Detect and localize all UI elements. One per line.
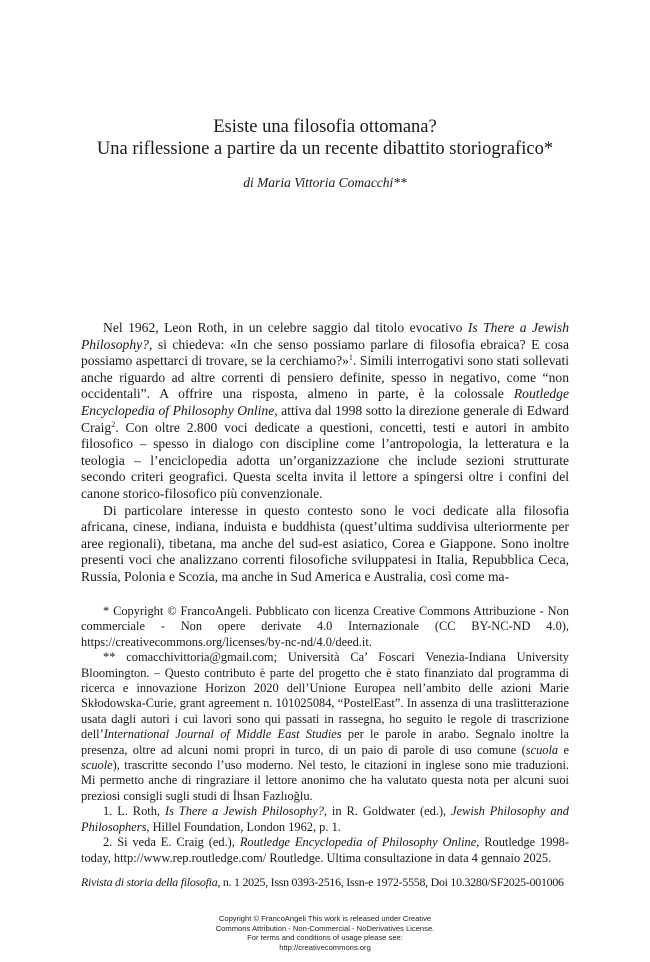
text-run: e — [558, 742, 569, 757]
text-run: , in R. Goldwater (ed.), — [323, 804, 452, 819]
footnote-double-star — [81, 650, 569, 804]
text-run: Nel 1962, Leon Roth, in un celebre saggio dal titolo evocativo — [103, 320, 468, 335]
footnote-star: * Copyright © FrancoAngeli. Pubblicato con licenza Creative Commons Attribuzione - Non commerciale - Non opere derivate 4.0 Internazionale (CC BY-NC-ND 4.0), https://creativecommons.org/licenses/by-nc-nd/4.0/deed.it. — [81, 604, 569, 649]
license-line-2: Commons Attribution - Non-Commercial - NoDerivatives License. — [215, 923, 435, 933]
italic-title: Routledge Encyclopedia of Philosophy Online — [239, 835, 477, 850]
text-run: , Hillel Foundation, London 1962, p. 1. — [146, 819, 341, 834]
italic-word: scuola — [525, 742, 559, 757]
footnote-ref-1[interactable]: 1 — [348, 353, 353, 363]
title-line-1: Esiste una filosofia ottomana? — [213, 117, 437, 137]
text-run: ), trascritte secondo l’uso moderno. Nel testo, le citazioni in inglese sono mie traduzioni. Mi permetto anche di ringraziare il lettore anonimo che ha valutato questa nota per alcuni suoi preziosi consigli sugli studi di İhsan Fazlıoğlu. — [81, 758, 569, 803]
text-run: , Routledge 1998-today, http://www.rep.routledge.com/ Routledge. Ultima consultazione in data 4 gennaio 2025. — [81, 835, 569, 865]
text-run: , si chiedeva: «In che senso possiamo parlare di filosofia ebraica? E cosa possiamo aspettarci di trovare, se la cerchiamo?» — [81, 336, 569, 369]
license-line-1: Copyright © FrancoAngeli This work is released under Creative — [218, 914, 432, 923]
journal-citation — [81, 875, 571, 890]
text-run: . Simili interrogativi sono stati sollevati anche riguardo ad altre correnti di pensiero definite, spesso in negativo, come “non occidentali”. A offrire una risposta, almeno in parte, è la colossale — [81, 353, 569, 402]
footnote-1 — [81, 804, 569, 835]
text-run: ** comacchivittoria@gmail.com; Università Ca’ Foscari Venezia-Indiana University Bloomington. – Questo contributo è parte del progetto che è stato finanziato dal programma di ricerca e innovazione Horizon 2020 dell’Unione Europea nell’ambito delle azioni Marie Skłodowska-Curie, grant agreement n. 101025084, “PostelEast”. In assenza di una traslitterazione usata dagli autori i cui lavori sono qui passati in rassegna, ho seguito le regole di trascrizione dell’ — [81, 650, 569, 742]
italic-title: Is There a Jewish Philosophy? — [81, 320, 569, 352]
license-link[interactable]: http://creativecommons.org — [279, 942, 371, 952]
article-body — [81, 320, 569, 586]
text-run: 2. Si veda E. Craig (ed.), — [103, 835, 240, 850]
italic-word: scuole — [81, 758, 113, 773]
italic-title: Jewish Philosophy and Philosophers — [81, 804, 569, 834]
footnote-ref-2[interactable]: 2 — [111, 419, 116, 429]
author-byline: di Maria Vittoria Comacchi** — [243, 175, 407, 190]
license-notice — [0, 914, 650, 952]
text-run: , attiva dal 1998 sotto la direzione generale di Edward Craig — [81, 402, 569, 435]
footnotes — [81, 604, 569, 866]
footnote-2 — [81, 835, 569, 866]
title-line-2: Una riflessione a partire da un recente dibattito storiografico* — [96, 139, 554, 159]
text-run: per le parole in arabo. Segnalo inoltre la presenza, oltre ad alcuni nomi propri in turco, di un paio di parole di uso comune ( — [81, 727, 569, 757]
body-paragraph-2: Di particolare interesse in questo contesto sono le voci dedicate alla filosofia africana, cinese, indiana, induista e buddhista (quest’ultima suddivisa ulteriormente per aree regionali), tibetana, ma anche del sud-est asiatico, Corea e Giappone. Sono inoltre presenti voci che analizzano correnti filosofiche sviluppatesi in Italia, Repubblica Ceca, Russia, Polonia e Scozia, ma anche in Sud America e Australia, così come ma- — [81, 502, 569, 584]
italic-title: Is There a Jewish Philosophy? — [164, 804, 324, 819]
license-line-3: For terms and conditions of usage please see: — [247, 933, 403, 943]
journal-name: Rivista di storia della filosofia — [81, 875, 218, 889]
text-run: . Con oltre 2.800 voci dedicate a questioni, concetti, testi e autori in ambito filosofico – spesso in dialogo con discipline come l’antropologia, la letteratura e la teologia – l’enciclopedia adotta un’organizzazione che include sezioni strutturate secondo criteri geografici. Questa scelta invita il lettore a spingersi oltre i confini del canone storico-filosofico più convenzionale. — [81, 419, 569, 501]
text-run: 1. L. Roth, — [103, 804, 165, 819]
journal-details: , n. 1 2025, Issn 0393-2516, Issn-e 1972-5558, Doi 10.3280/SF2025-001006 — [217, 875, 564, 889]
article-title — [0, 116, 650, 160]
italic-title: Routledge Encyclopedia of Philosophy Online — [81, 386, 569, 418]
body-paragraph-1 — [81, 320, 569, 503]
italic-title: International Journal of Middle East Studies — [103, 727, 342, 742]
